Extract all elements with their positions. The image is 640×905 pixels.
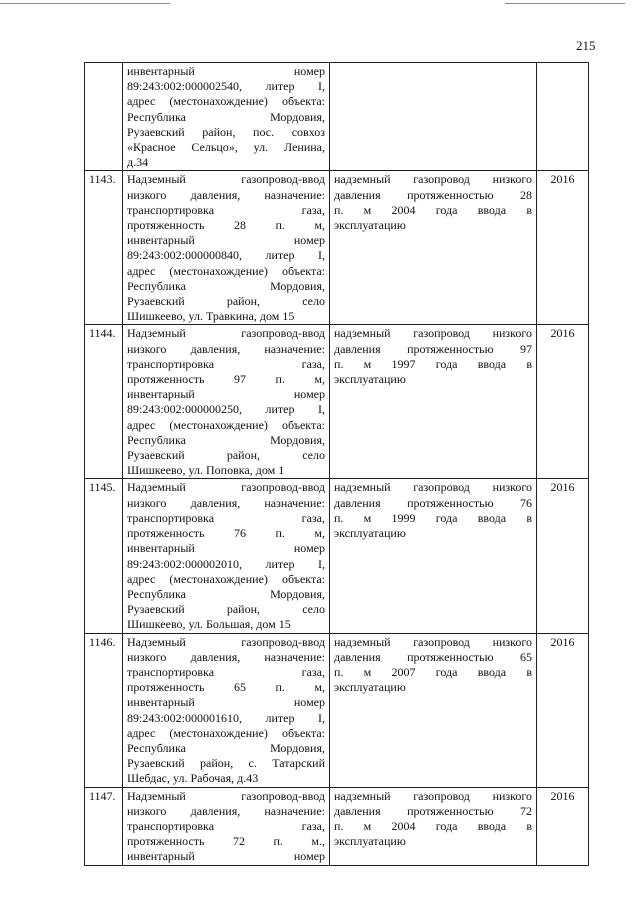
text-line: эксплуатацию xyxy=(334,680,406,695)
table-row xyxy=(85,633,589,787)
text-line: п. м 2004 года ввода в xyxy=(334,202,532,217)
text-line: 89:243:002:000001610, литер I, xyxy=(127,710,325,725)
table-row xyxy=(85,63,589,171)
text-line: низкого давления, назначение: xyxy=(127,495,325,510)
text-line: инвентарный номер xyxy=(127,695,325,710)
text-line: 89:243:002:000000840, литер I, xyxy=(127,248,325,263)
text-line: адрес (местонахождение) объекта: xyxy=(127,725,325,740)
text-line: п. м 2007 года ввода в xyxy=(334,664,532,679)
text-line: Шишкеево, ул. Поповка, дом 1 xyxy=(127,463,285,478)
row-number: 1143. xyxy=(85,171,123,325)
transfer-year: 2016 xyxy=(537,325,589,479)
text-line: Надземный газопровод-ввод xyxy=(127,326,325,341)
text-line: надземный газопровод низкого xyxy=(334,172,532,187)
text-line: адрес (местонахождение) объекта: xyxy=(127,94,325,109)
page-number: 215 xyxy=(576,38,596,53)
text-line: давления протяженностью 28 xyxy=(334,187,532,202)
row-number: 1146. xyxy=(85,633,123,787)
table-row xyxy=(85,787,589,865)
text-line: адрес (местонахождение) объекта: xyxy=(127,571,325,586)
text-line: Республика Мордовия, xyxy=(127,432,325,447)
text-line: 89:243:002:000002540, литер I, xyxy=(127,79,325,94)
object-description xyxy=(123,633,330,787)
text-line: транспортировка газа, xyxy=(127,818,325,833)
text-line: давления протяженностью 76 xyxy=(334,495,532,510)
scan-artifact-right xyxy=(505,3,625,4)
text-line: надземный газопровод низкого xyxy=(334,788,532,803)
text-line: надземный газопровод низкого xyxy=(334,326,532,341)
text-line: п. м 2004 года ввода в xyxy=(334,818,532,833)
text-line: Шишкеево, ул. Большая, дом 15 xyxy=(127,617,291,632)
object-characteristics xyxy=(330,787,537,865)
text-line: надземный газопровод низкого xyxy=(334,480,532,495)
text-line: транспортировка газа, xyxy=(127,664,325,679)
property-table-body xyxy=(85,63,589,866)
text-line: эксплуатацию xyxy=(334,526,406,541)
row-number: 1145. xyxy=(85,479,123,633)
text-line: Рузаевский район, с. Татарский xyxy=(127,756,325,771)
text-line: протяженность 76 п. м, xyxy=(127,526,325,541)
text-line: инвентарный номер xyxy=(127,541,325,556)
text-line: давления протяженностью 65 xyxy=(334,649,532,664)
text-line: давления протяженностью 72 xyxy=(334,803,532,818)
text-line: протяженность 72 п. м., xyxy=(127,834,325,849)
text-line: протяженность 28 п. м, xyxy=(127,218,325,233)
text-line: протяженность 97 п. м, xyxy=(127,372,325,387)
text-line: низкого давления, назначение: xyxy=(127,341,325,356)
object-characteristics xyxy=(330,325,537,479)
text-line: эксплуатацию xyxy=(334,372,406,387)
text-line: «Красное Сельцо», ул. Ленина, xyxy=(127,140,325,155)
text-line: д.34 xyxy=(127,155,149,170)
object-characteristics xyxy=(330,633,537,787)
text-line: инвентарный номер xyxy=(127,233,325,248)
text-line: инвентарный номер xyxy=(127,849,325,864)
transfer-year: 2016 xyxy=(537,171,589,325)
text-line: давления протяженностью 97 xyxy=(334,341,532,356)
row-number xyxy=(85,63,123,171)
text-line: низкого давления, назначение: xyxy=(127,187,325,202)
text-line: Шишкеево, ул. Травкина, дом 15 xyxy=(127,309,295,324)
object-description xyxy=(123,787,330,865)
text-line: Шебдас, ул. Рабочая, д.43 xyxy=(127,771,259,786)
text-line: Республика Мордовия, xyxy=(127,586,325,601)
text-line: Республика Мордовия, xyxy=(127,740,325,755)
object-characteristics xyxy=(330,171,537,325)
transfer-year: 2016 xyxy=(537,479,589,633)
text-line: транспортировка газа, xyxy=(127,356,325,371)
transfer-year: 2016 xyxy=(537,633,589,787)
text-line: Надземный газопровод-ввод xyxy=(127,788,325,803)
transfer-year: 2016 xyxy=(537,787,589,865)
object-description xyxy=(123,325,330,479)
text-line: 89:243:002:000002010, литер I, xyxy=(127,556,325,571)
text-line: эксплуатацию xyxy=(334,218,406,233)
text-line: Рузаевский район, село xyxy=(127,448,325,463)
text-line: 89:243:002:000000250, литер I, xyxy=(127,402,325,417)
row-number: 1147. xyxy=(85,787,123,865)
text-line: инвентарный номер xyxy=(127,64,325,78)
text-line: Рузаевский район, село xyxy=(127,294,325,309)
text-line: Республика Мордовия, xyxy=(127,109,325,124)
table-row xyxy=(85,479,589,633)
text-line: адрес (местонахождение) объекта: xyxy=(127,417,325,432)
table-row xyxy=(85,171,589,325)
text-line: надземный газопровод низкого xyxy=(334,634,532,649)
text-line: Рузаевский район, село xyxy=(127,602,325,617)
text-line: эксплуатацию xyxy=(334,834,406,849)
text-line: п. м 1997 года ввода в xyxy=(334,356,532,371)
table-row xyxy=(85,325,589,479)
text-line: инвентарный номер xyxy=(127,387,325,402)
scan-artifact-left xyxy=(0,3,170,4)
text-line: п. м 1999 года ввода в xyxy=(334,510,532,525)
object-description xyxy=(123,171,330,325)
transfer-year xyxy=(537,63,589,171)
text-line: протяженность 65 п. м, xyxy=(127,680,325,695)
object-description xyxy=(123,63,330,171)
text-line: низкого давления, назначение: xyxy=(127,803,325,818)
text-line: транспортировка газа, xyxy=(127,202,325,217)
text-line: транспортировка газа, xyxy=(127,510,325,525)
text-line: Надземный газопровод-ввод xyxy=(127,172,325,187)
object-characteristics xyxy=(330,479,537,633)
text-line: Надземный газопровод-ввод xyxy=(127,480,325,495)
property-table xyxy=(84,62,589,866)
text-line: Республика Мордовия, xyxy=(127,278,325,293)
text-line: низкого давления, назначение: xyxy=(127,649,325,664)
text-line: Рузаевский район, пос. совхоз xyxy=(127,124,325,139)
text-line: Надземный газопровод-ввод xyxy=(127,634,325,649)
row-number: 1144. xyxy=(85,325,123,479)
text-line: адрес (местонахождение) объекта: xyxy=(127,263,325,278)
object-characteristics xyxy=(330,63,537,171)
object-description xyxy=(123,479,330,633)
